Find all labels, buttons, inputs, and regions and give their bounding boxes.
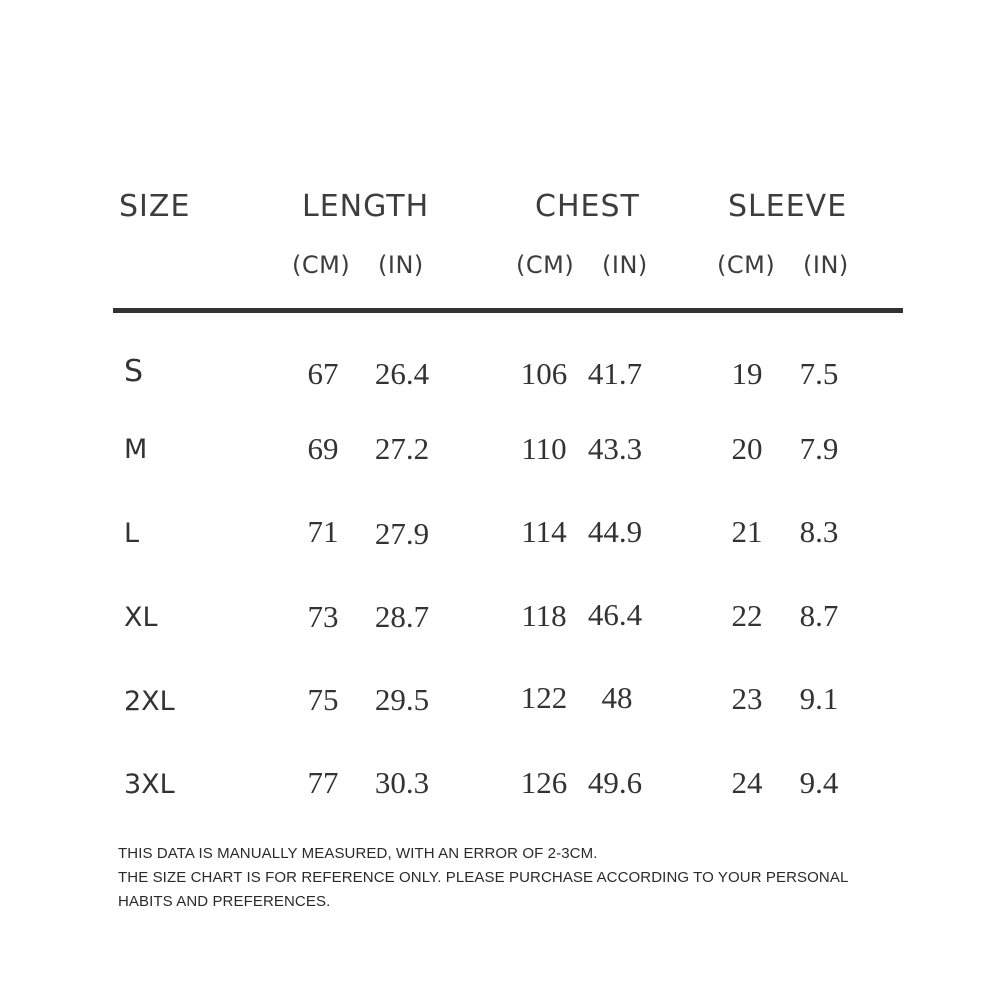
chest-cm-value: 114 xyxy=(521,514,567,549)
chest-cm-value: 122 xyxy=(520,680,568,715)
sleeve-cm-unit: (CM) xyxy=(717,251,776,279)
chest-in-value: 44.9 xyxy=(587,514,643,549)
footnote-measurement: THIS DATA IS MANUALLY MEASURED, WITH AN ERROR OF 2-3CM. xyxy=(118,845,598,862)
chest-in-value: 41.7 xyxy=(587,356,643,391)
length-cm-value: 77 xyxy=(307,765,339,800)
sleeve-in-value: 7.9 xyxy=(799,431,839,466)
size-label: L xyxy=(124,518,140,549)
size-label: 2XL xyxy=(124,686,175,717)
length-in-value: 29.5 xyxy=(374,682,430,717)
size-label: M xyxy=(124,434,148,465)
size-label: S xyxy=(124,354,144,389)
footnote-preferences: HABITS AND PREFERENCES. xyxy=(118,893,331,910)
chest-cm-value: 118 xyxy=(521,598,567,633)
length-in-value: 26.4 xyxy=(374,356,430,391)
chest-in-value: 48 xyxy=(601,680,633,715)
footnote-reference: THE SIZE CHART IS FOR REFERENCE ONLY. PLEASE PURCHASE ACCORDING TO YOUR PERSONAL xyxy=(118,869,849,886)
length-in-value: 30.3 xyxy=(374,765,430,800)
length-cm-value: 73 xyxy=(307,599,339,634)
length-cm-value: 71 xyxy=(307,514,339,549)
length-cm-value: 69 xyxy=(307,431,339,466)
sleeve-in-value: 7.5 xyxy=(799,356,839,391)
length-in-value: 27.2 xyxy=(374,431,430,466)
chest-cm-value: 126 xyxy=(520,765,568,800)
sleeve-cm-value: 23 xyxy=(731,681,763,716)
chest-in-unit: (IN) xyxy=(602,251,648,279)
chest-in-value: 49.6 xyxy=(587,765,643,800)
size-label: 3XL xyxy=(124,769,175,800)
length-header: LENGTH xyxy=(302,189,430,224)
sleeve-in-value: 9.1 xyxy=(799,681,839,716)
size-header: SIZE xyxy=(119,189,191,224)
size-label: XL xyxy=(124,602,158,633)
sleeve-cm-value: 20 xyxy=(731,431,763,466)
length-in-value: 28.7 xyxy=(374,599,430,634)
sleeve-cm-value: 21 xyxy=(731,514,763,549)
sleeve-in-value: 9.4 xyxy=(799,765,839,800)
chest-cm-unit: (CM) xyxy=(516,251,575,279)
length-in-unit: (IN) xyxy=(378,251,424,279)
length-in-value: 27.9 xyxy=(374,516,430,551)
chest-cm-value: 106 xyxy=(520,356,568,391)
sleeve-cm-value: 24 xyxy=(731,765,763,800)
chest-in-value: 46.4 xyxy=(587,597,643,632)
chest-in-value: 43.3 xyxy=(587,431,643,466)
chest-header: CHEST xyxy=(535,189,640,224)
length-cm-value: 67 xyxy=(307,356,339,391)
sleeve-cm-value: 19 xyxy=(731,356,763,391)
length-cm-value: 75 xyxy=(307,682,339,717)
length-cm-unit: (CM) xyxy=(292,251,351,279)
sleeve-header: SLEEVE xyxy=(728,189,848,224)
chest-cm-value: 110 xyxy=(521,431,567,466)
header-divider xyxy=(113,308,903,313)
sleeve-cm-value: 22 xyxy=(731,598,763,633)
sleeve-in-unit: (IN) xyxy=(803,251,849,279)
sleeve-in-value: 8.7 xyxy=(799,598,839,633)
sleeve-in-value: 8.3 xyxy=(799,514,839,549)
